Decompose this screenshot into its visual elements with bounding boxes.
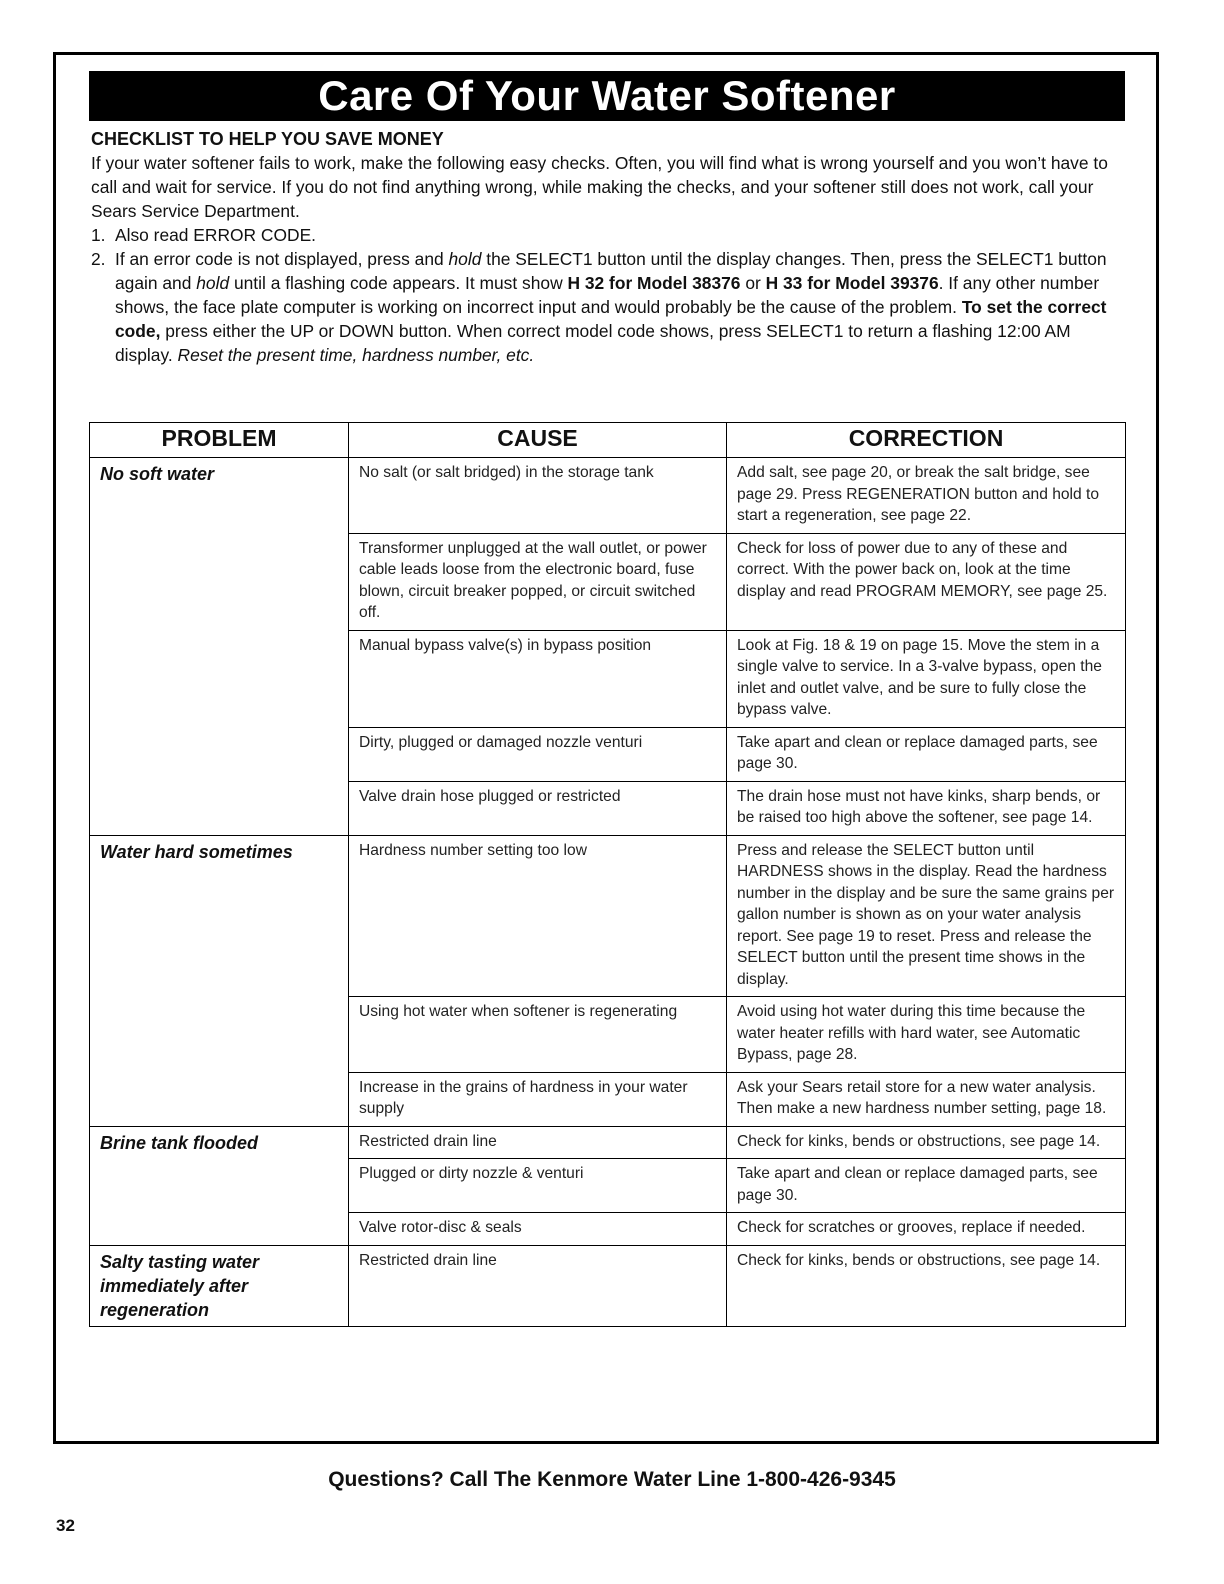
problem-cell: Brine tank flooded	[90, 1126, 349, 1245]
emphasis-hold: hold	[448, 249, 482, 269]
step-text: the SELECT1 button until the display changes. Then, press the SELECT1 button again and	[115, 249, 1107, 293]
checklist-heading: CHECKLIST TO HELP YOU SAVE MONEY	[91, 129, 444, 149]
troubleshooting-table	[89, 422, 1126, 1327]
header-correction: CORRECTION	[727, 423, 1126, 458]
correction-cell: Check for scratches or grooves, replace if needed.	[727, 1213, 1126, 1246]
problem-cell: Water hard sometimes	[90, 835, 349, 1126]
cause-cell: Valve rotor-disc & seals	[349, 1213, 727, 1246]
step-text: If an error code is not displayed, press and	[115, 249, 449, 269]
table-row	[90, 835, 1126, 997]
correction-cell: Press and release the SELECT button until HARDNESS shows in the display. Read the hardness number in the display and be sure the same grains per gallon number is shown as on your water analysis report. See page 19 to reset. Press and release the SELECT button until the present time shows in the display.	[727, 835, 1126, 997]
set-code-emphasis: To set the correct code,	[115, 297, 1107, 341]
header-cause: CAUSE	[349, 423, 727, 458]
checklist-intro: If your water softener fails to work, make the following easy checks. Often, you will find what is wrong yourself and you won’t have to call and wait for service. If you do not find anything wrong, while making the checks, and your softener still does not work, call your Sears Service Department.	[91, 153, 1108, 221]
problem-cell: No soft water	[90, 458, 349, 836]
cause-cell: Using hot water when softener is regenerating	[349, 997, 727, 1073]
header-problem: PROBLEM	[90, 423, 349, 458]
cause-cell: No salt (or salt bridged) in the storage tank	[349, 458, 727, 534]
correction-cell: Check for kinks, bends or obstructions, see page 14.	[727, 1126, 1126, 1159]
checklist-section	[91, 127, 1123, 367]
reset-note: Reset the present time, hardness number, etc.	[177, 345, 535, 365]
page-title: Care Of Your Water Softener	[89, 71, 1125, 121]
correction-cell: Avoid using hot water during this time because the water heater refills with hard water, see Automatic Bypass, page 28.	[727, 997, 1126, 1073]
step-text: . If any other number shows, the face plate computer is working on incorrect input and would probably be the cause of the problem.	[115, 273, 1100, 317]
page-number: 32	[56, 1516, 75, 1535]
correction-cell: Check for loss of power due to any of these and correct. With the power back on, look at the time display and read PROGRAM MEMORY, see page 25.	[727, 533, 1126, 630]
cause-cell: Restricted drain line	[349, 1126, 727, 1159]
correction-cell: Check for kinks, bends or obstructions, see page 14.	[727, 1245, 1126, 1326]
model-code-38376: H 32 for Model 38376	[567, 273, 741, 293]
correction-cell: The drain hose must not have kinks, sharp bends, or be raised too high above the softener, see page 14.	[727, 781, 1126, 835]
step-text: or	[740, 273, 766, 293]
correction-cell: Take apart and clean or replace damaged parts, see page 30.	[727, 727, 1126, 781]
cause-cell: Manual bypass valve(s) in bypass position	[349, 630, 727, 727]
emphasis-hold: hold	[196, 273, 230, 293]
checklist-step-1	[91, 223, 1123, 247]
checklist-steps	[91, 223, 1123, 367]
cause-cell: Transformer unplugged at the wall outlet, or power cable leads loose from the electronic board, fuse blown, circuit breaker popped, or circuit switched off.	[349, 533, 727, 630]
correction-cell: Look at Fig. 18 & 19 on page 15. Move the stem in a single valve to service. In a 3-valve bypass, open the inlet and outlet valve, and be sure to fully close the bypass valve.	[727, 630, 1126, 727]
cause-cell: Increase in the grains of hardness in your water supply	[349, 1072, 727, 1126]
problem-cell: Salty tasting water immediately after regeneration	[90, 1245, 349, 1326]
correction-cell: Ask your Sears retail store for a new water analysis. Then make a new hardness number setting, page 18.	[727, 1072, 1126, 1126]
step-text: Also read ERROR CODE.	[115, 225, 317, 245]
cause-cell: Plugged or dirty nozzle & venturi	[349, 1159, 727, 1213]
cause-cell: Valve drain hose plugged or restricted	[349, 781, 727, 835]
checklist-step-2	[91, 247, 1123, 367]
table-header-row	[90, 423, 1126, 458]
troubleshooting-table-wrapper	[89, 422, 1125, 1327]
model-code-39376: H 33 for Model 39376	[765, 273, 939, 293]
step-number: 1.	[91, 225, 106, 245]
cause-cell: Hardness number setting too low	[349, 835, 727, 997]
step-text: until a flashing code appears. It must show	[229, 273, 568, 293]
correction-cell: Add salt, see page 20, or break the salt bridge, see page 29. Press REGENERATION button and hold to start a regeneration, see page 22.	[727, 458, 1126, 534]
step-number: 2.	[91, 249, 106, 269]
table-row	[90, 458, 1126, 534]
table-row	[90, 1245, 1126, 1326]
correction-cell: Take apart and clean or replace damaged parts, see page 30.	[727, 1159, 1126, 1213]
cause-cell: Restricted drain line	[349, 1245, 727, 1326]
step-text: press either the UP or DOWN button. When correct model code shows, press SELECT1 to return a flashing 12:00 AM display.	[115, 321, 1071, 365]
table-row	[90, 1126, 1126, 1159]
cause-cell: Dirty, plugged or damaged nozzle venturi	[349, 727, 727, 781]
help-line-footer: Questions? Call The Kenmore Water Line 1-800-426-9345	[328, 1468, 896, 1491]
table-body	[90, 458, 1126, 1327]
